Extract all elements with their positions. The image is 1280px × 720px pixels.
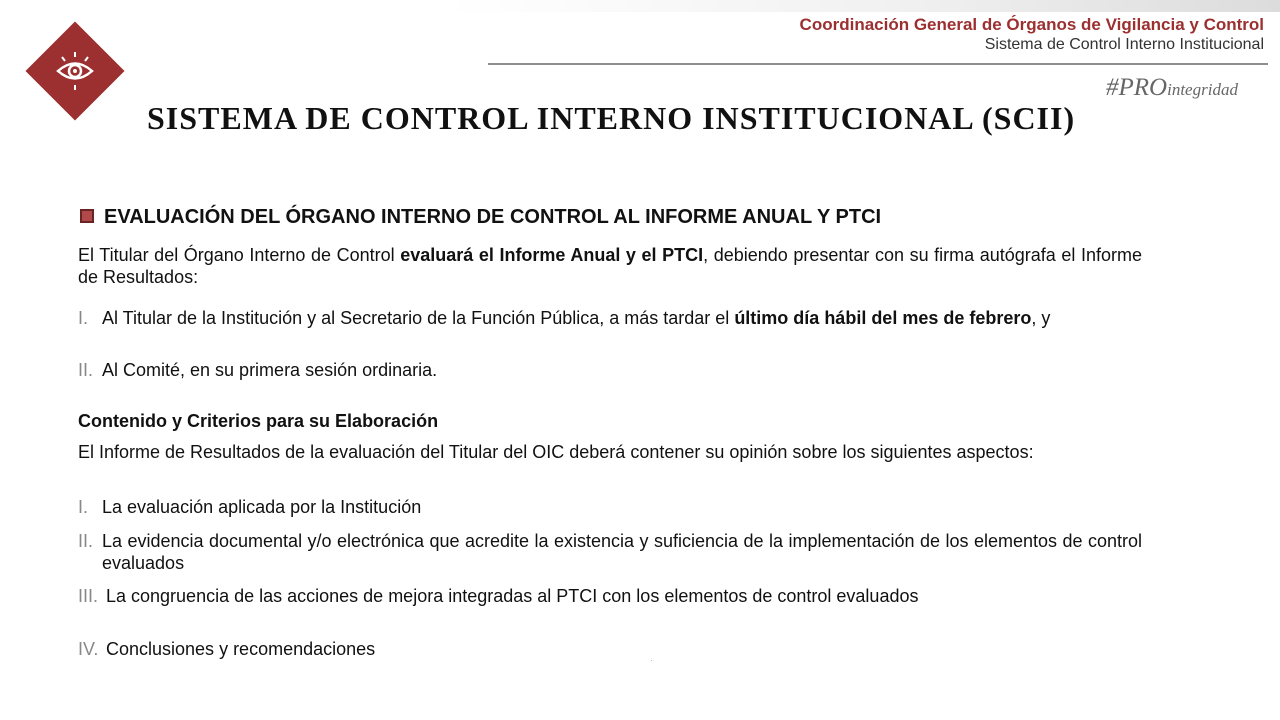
list-item xyxy=(78,496,1142,518)
tagline-sub: integridad xyxy=(1167,80,1238,99)
list-number: I. xyxy=(78,497,89,517)
organization-title: Coordinación General de Órganos de Vigilancia y Control xyxy=(799,15,1264,34)
intro-text-part: El Titular del Órgano Interno de Control xyxy=(78,245,401,265)
top-gradient-band xyxy=(0,0,1280,12)
list-item xyxy=(78,530,1142,574)
intro-text-bold: evaluará el Informe Anual y el PTCI xyxy=(400,245,704,265)
tagline-main: #PRO xyxy=(1106,74,1168,101)
list-text-part: Al Titular de la Institución y al Secretario de la Función Pública, a más tardar el xyxy=(102,308,735,328)
list-text: La congruencia de las acciones de mejora integradas al PTCI con los elementos de control evaluados xyxy=(106,586,919,606)
header-divider xyxy=(488,63,1268,65)
stray-dot xyxy=(651,660,652,661)
list-text: Conclusiones y recomendaciones xyxy=(106,639,376,659)
list-item xyxy=(78,359,1142,381)
page-title: SISTEMA DE CONTROL INTERNO INSTITUCIONAL (SCII) xyxy=(147,100,1076,136)
intro-text-part: , debiendo presentar con su firma autógrafa el Informe de Resultados: xyxy=(78,245,1142,287)
eye-icon xyxy=(52,48,98,94)
square-bullet-icon xyxy=(80,209,94,223)
list-number: III. xyxy=(78,586,99,606)
section-intro xyxy=(78,244,1142,288)
institution-logo xyxy=(28,24,126,122)
list-text-bold: último día hábil del mes de febrero xyxy=(734,308,1032,328)
subsection-heading: Contenido y Criterios para su Elaboración xyxy=(78,411,439,431)
list-item xyxy=(78,638,1142,660)
section-heading xyxy=(80,206,881,229)
list-number: IV. xyxy=(78,639,99,659)
list-text xyxy=(78,307,1142,329)
section-heading-text: EVALUACIÓN DEL ÓRGANO INTERNO DE CONTROL AL INFORME ANUAL Y PTCI xyxy=(104,206,882,228)
list-text: Al Comité, en su primera sesión ordinaria. xyxy=(102,360,438,380)
organization-subtitle: Sistema de Control Interno Institucional xyxy=(984,36,1264,53)
list-number: II. xyxy=(78,531,94,551)
list-item xyxy=(78,585,1142,607)
list-number: II. xyxy=(78,360,94,380)
contenido-intro: El Informe de Resultados de la evaluación del Titular del OIC deberá contener su opinión sobre los siguientes aspectos: xyxy=(78,442,1034,462)
list-text-part: , y xyxy=(1031,308,1051,328)
list-text: La evaluación aplicada por la Institución xyxy=(102,497,422,517)
pro-integridad-tagline xyxy=(1106,74,1238,102)
list-text: La evidencia documental y/o electrónica que acredite la existencia y suficiencia de la implementación de los elementos de control evaluados xyxy=(102,531,1142,573)
organization-header xyxy=(800,14,1264,55)
list-number: I. xyxy=(78,308,89,328)
list-item xyxy=(78,307,1142,329)
